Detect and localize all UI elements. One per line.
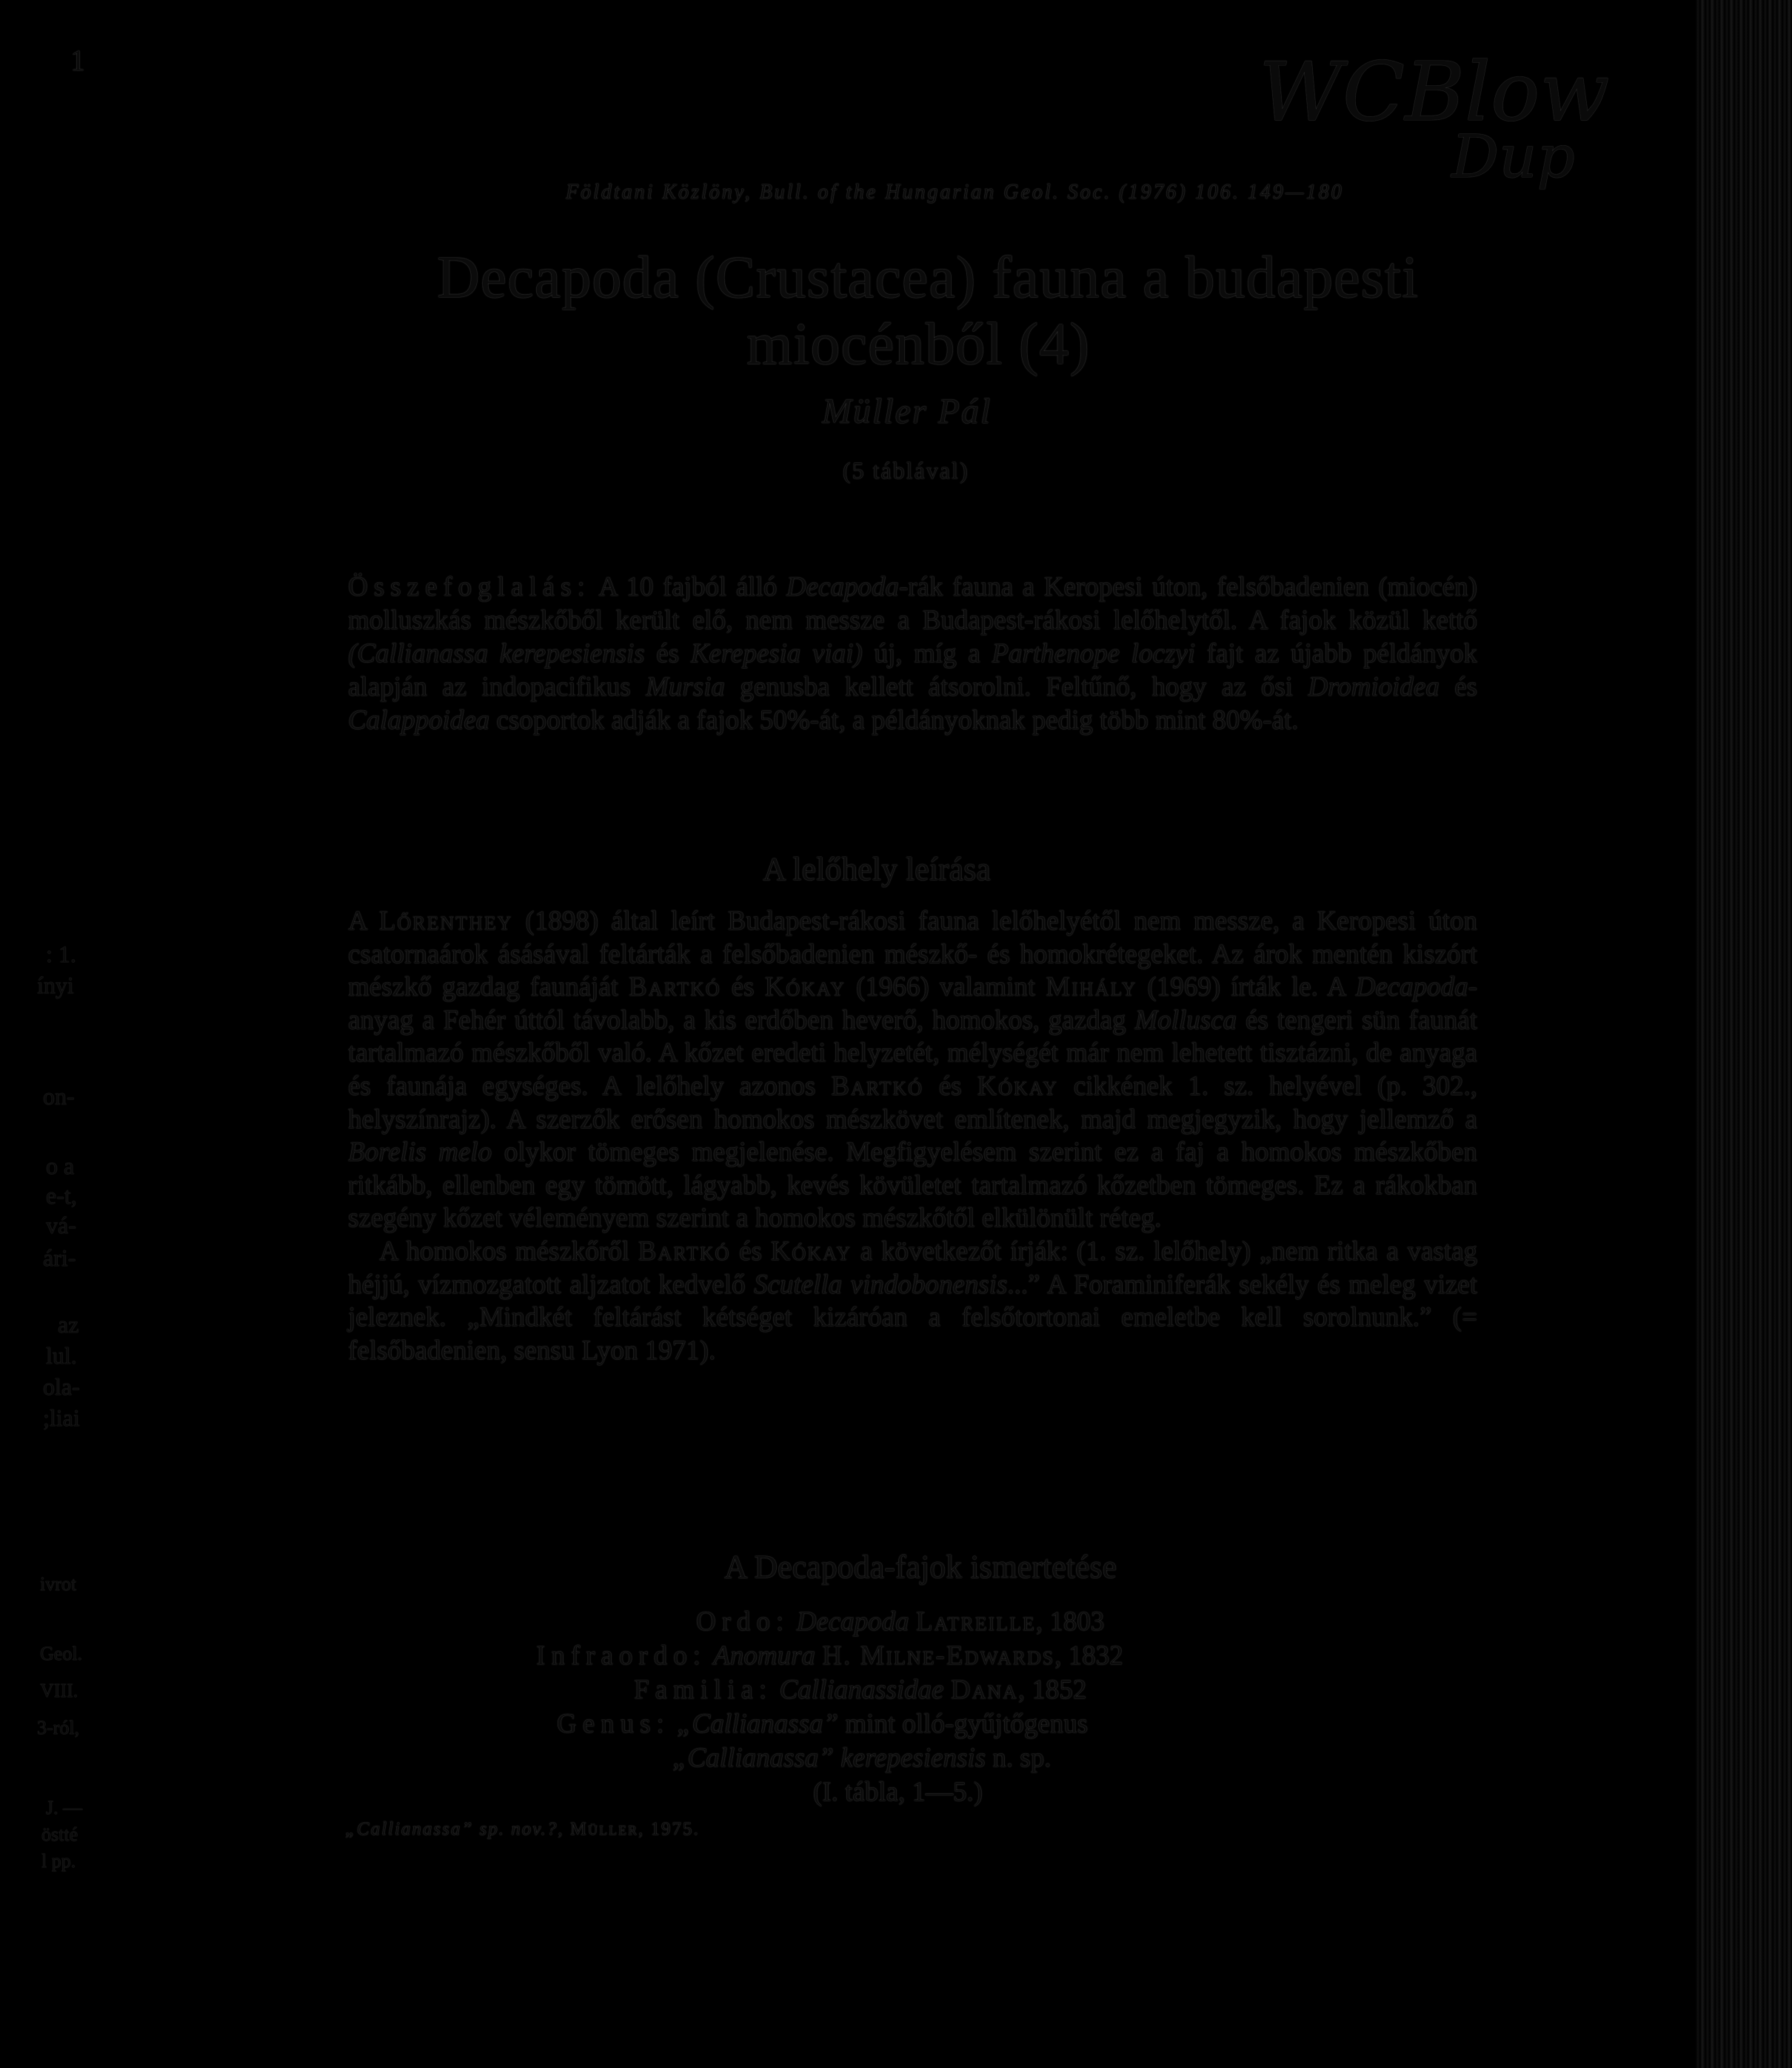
handwritten-signature: WCBlow (1259, 44, 1610, 139)
margin-fragment: östté (41, 1824, 78, 1845)
species-name: „Callianassa” kerepesiensis n. sp. (672, 1743, 1052, 1773)
margin-fragment: ola- (43, 1373, 80, 1400)
margin-fragment: ivrot (40, 1573, 77, 1595)
margin-fragment: e-t, (46, 1182, 77, 1209)
margin-fragment: 3-ról, (37, 1717, 80, 1738)
taxon-familia: Familia: Callianassidae Dana, 1852 (634, 1675, 1087, 1705)
margin-fragment: vá- (46, 1212, 76, 1238)
margin-fragment: o a (46, 1153, 75, 1179)
margin-fragment: ínyi (37, 972, 74, 998)
plate-reference: (I. tábla, 1—5.) (813, 1777, 983, 1807)
handwritten-mark: Dup (1451, 122, 1575, 191)
section-heading-locality: A lelőhely leírása (763, 851, 991, 887)
scan-edge-noise (1696, 0, 1792, 2068)
taxon-genus: Genus: „Callianassa” mint olló-gyűjtőgenus (557, 1709, 1089, 1739)
abstract-label: Összefoglalás: (348, 572, 591, 602)
section-heading-species: A Decapoda-fajok ismertetése (724, 1549, 1117, 1585)
abstract: Összefoglalás: A 10 fajból álló Decapoda-rák fauna a Keropesi úton, felsőbadenien (miocén) molluszkás mészkőből került elő, nem messze a Budapest-rákosi lelőhelytől. A fajok közül kettő (Callianassa kerepesiensis és Kerepesia viai) új, míg a Parthenope loczyi fajt az újabb példányok alapján az indopacifikus Mursia genusba kellett átsorolni. Feltűnő, hogy az ősi Dromioidea és Calappoidea csoportok adják a fajok 50%-át, a példányoknak pedig több mint 80%-át. (348, 572, 1478, 736)
article-title-line2: miocénből (4) (746, 312, 1090, 377)
margin-fragment: Geol. (40, 1643, 83, 1664)
margin-fragment: l pp. (41, 1850, 76, 1872)
margin-fragment: J. — (46, 1797, 83, 1818)
margin-fragment: on- (43, 1083, 75, 1110)
margin-fragment: ;liai (43, 1404, 80, 1431)
journal-citation: Földtani Közlöny, Bull. of the Hungarian Geol. Soc. (1976) 106. 149—180 (566, 181, 1344, 204)
margin-fragment: : 1. (46, 941, 76, 967)
footnote: „Callianassa” sp. nov.?, Müller, 1975. (345, 1819, 700, 1839)
margin-fragment: ári- (43, 1244, 76, 1271)
taxon-ordo: Ordo: Decapoda Latreille, 1803 (696, 1607, 1105, 1637)
margin-fragment: lul. (46, 1342, 77, 1369)
locality-description (348, 905, 1477, 1367)
taxon-infraordo: Infraordo: Anomura H. Milne-Edwards, 1832 (536, 1641, 1123, 1671)
corner-mark: 1 (70, 44, 85, 77)
margin-fragment: VIII. (40, 1680, 78, 1701)
margin-fragment: az (58, 1311, 79, 1338)
paragraph: A homokos mészkőről Bartkó és Kókay a következőt írják: (1. sz. lelőhely) „nem ritka a vastag héjjú, vízmozgatott aljzatot kedvelő Scutella vindobonensis...” A Foraminiferák sekély és meleg vizet jeleznek. „Mindkét feltárást kétséget kizáróan a felsőtortonai emeletbe kell sorolnunk.” (= felsőbadenien, sensu Lyon 1971). (348, 1235, 1478, 1366)
article-title-line1: Decapoda (Crustacea) fauna a budapesti (437, 245, 1420, 310)
author: Müller Pál (822, 392, 992, 431)
plates-note: (5 táblával) (843, 457, 969, 484)
paragraph: A Lőrenthey (1898) által leírt Budapest-rákosi fauna lelőhelyétől nem messze, a Keropesi úton csatornaárok ásásával feltárták a felsőbadenien mészkő- és homokrétegeket. Az árok mentén kiszórt mészkő gazdag faunáját Bartkó és Kókay (1966) valamint Mihály (1969) írták le. A Decapoda-anyag a Fehér úttól távolabb, a kis erdőben heverő, homokos, gazdag Mollusca és tengeri sün faunát tartalmazó mészkőből való. A kőzet eredeti helyzetét, mélységét már nem lehetett tisztázni, de anyaga és faunája egységes. A lelőhely azonos Bartkó és Kókay cikkének 1. sz. helyével (p. 302., helyszínrajz). A szerzők erősen homokos mészkövet említenek, majd megjegyzik, hogy jellemző a Borelis melo olykor tömeges megjelenése. Megfigyelésem szerint ez a faj a homokos mészkőben ritkább, ellenben egy tömött, lágyabb, kevés kövületet tartalmazó kőzetben tömeges. Ez a rákokban szegény kőzet véleményem szerint a homokos mészkőtől elkülönült réteg. (348, 906, 1478, 1234)
